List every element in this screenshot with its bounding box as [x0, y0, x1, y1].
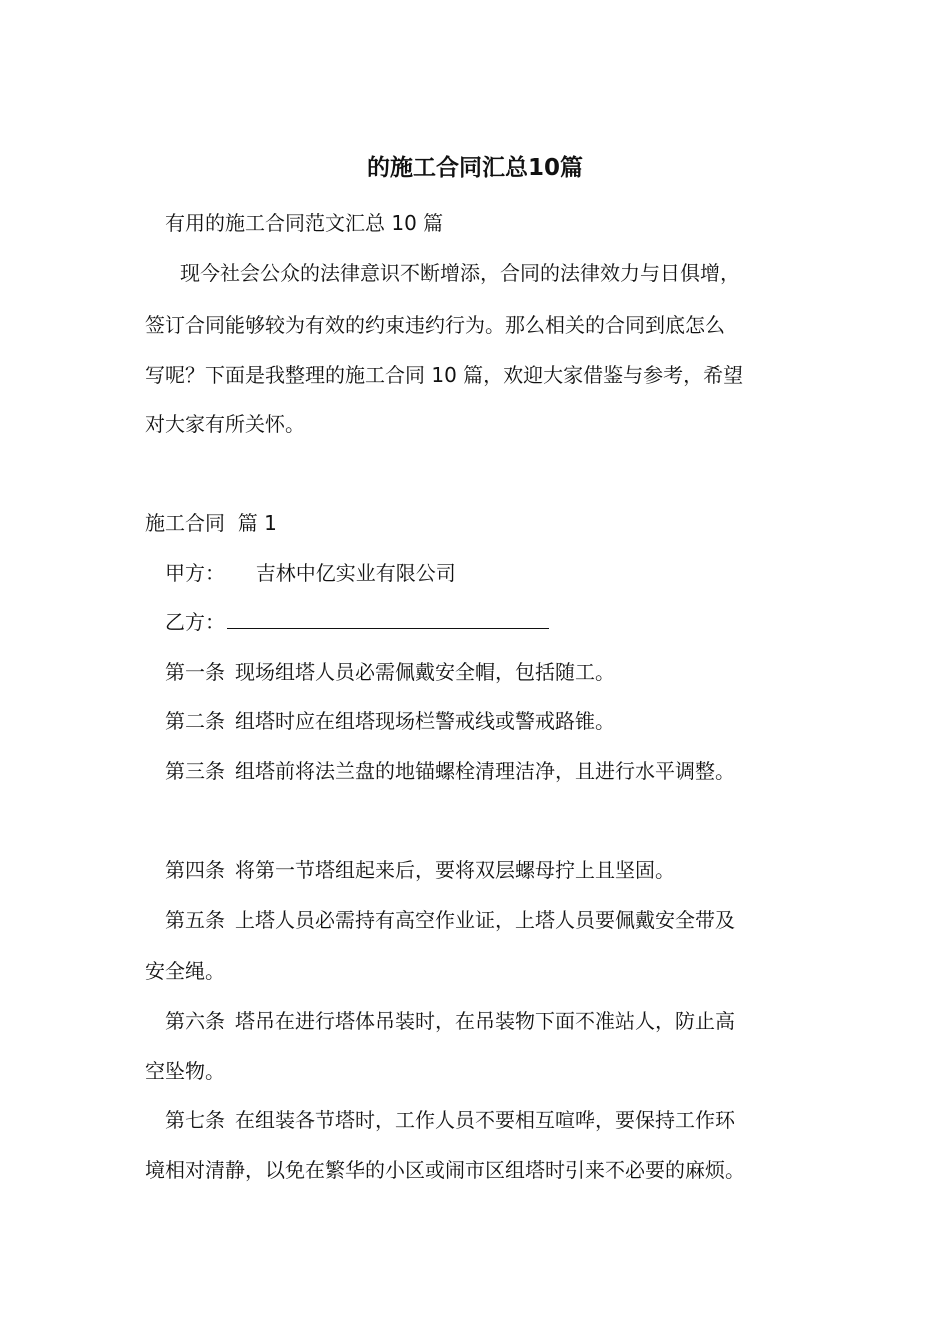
article-7-continuation: 境相对清静，以免在繁华的小区或闹市区组塔时引来不必要的麻烦。	[145, 1158, 745, 1182]
article-5-continuation: 安全绳。	[145, 959, 225, 983]
article-text: 组塔前将法兰盘的地锚螺栓清理洁净，且进行水平调整。	[235, 759, 735, 783]
article-text: 上塔人员必需持有高空作业证，上塔人员要佩戴安全带及	[235, 908, 735, 932]
intro-line-3: 写呢？下面是我整理的施工合同 10 篇，欢迎大家借鉴与参考，希望	[145, 363, 744, 387]
intro-line-2: 签订合同能够较为有效的约束违约行为。那么相关的合同到底怎么	[145, 313, 725, 337]
party-a-label: 甲方：	[165, 561, 225, 585]
party-b-label: 乙方：	[165, 610, 225, 634]
article-6	[165, 1007, 735, 1035]
section-heading: 施工合同 篇 1	[145, 511, 277, 535]
article-6-continuation: 空坠物。	[145, 1059, 225, 1083]
article-label: 第二条	[165, 709, 225, 733]
article-text: 将第一节塔组起来后，要将双层螺母拧上且坚固。	[235, 858, 675, 882]
article-label: 第七条	[165, 1108, 225, 1132]
party-a	[165, 559, 456, 587]
document-title: 的施工合同汇总10篇	[366, 155, 583, 181]
article-text: 组塔时应在组塔现场栏警戒线或警戒路锥。	[235, 709, 615, 733]
article-label: 第六条	[165, 1009, 225, 1033]
party-a-value: 吉林中亿实业有限公司	[255, 561, 456, 585]
intro-line-1: 现今社会公众的法律意识不断增添，合同的法律效力与日俱增，	[180, 261, 740, 285]
article-label: 第三条	[165, 759, 225, 783]
article-7	[165, 1106, 735, 1134]
article-1	[165, 658, 615, 686]
document-subtitle: 有用的施工合同范文汇总 10 篇	[165, 211, 444, 235]
article-3	[165, 757, 735, 785]
article-text: 塔吊在进行塔体吊装时，在吊装物下面不准站人，防止高	[235, 1009, 735, 1033]
article-text: 现场组塔人员必需佩戴安全帽，包括随工。	[235, 660, 615, 684]
article-2	[165, 707, 615, 735]
party-b-blank	[227, 608, 549, 629]
article-label: 第五条	[165, 908, 225, 932]
party-b	[165, 608, 549, 636]
article-label: 第一条	[165, 660, 225, 684]
intro-line-4: 对大家有所关怀。	[145, 412, 305, 436]
article-4	[165, 856, 675, 884]
article-5	[165, 906, 735, 934]
article-label: 第四条	[165, 858, 225, 882]
article-text: 在组装各节塔时，工作人员不要相互喧哗，要保持工作环	[235, 1108, 735, 1132]
